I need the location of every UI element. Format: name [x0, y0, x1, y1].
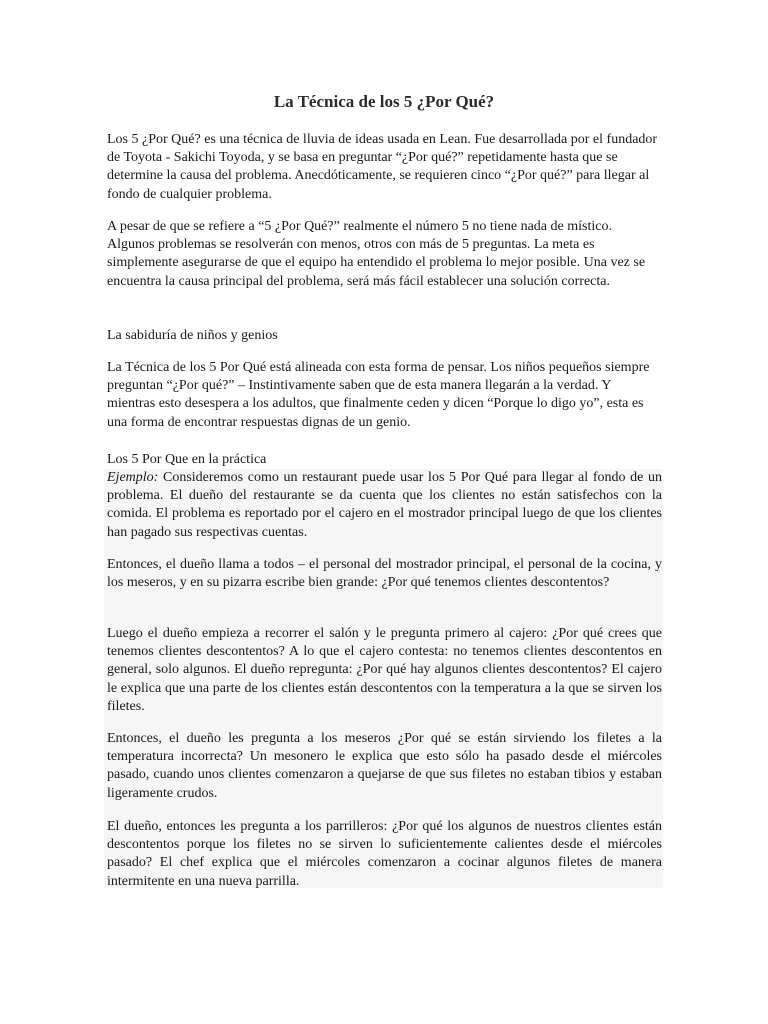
paragraph-waiters: Entonces, el dueño les pregunta a los meseros ¿Por qué se están sirviendo los filetes a la temperatura incorrecta? Un mesonero le explica que esto sólo ha pasado desde el miércoles pasado, cuando unos clientes comenzaron a quejarse de que sus filetes no estaban tibios y estaban ligeramente crudos.: [107, 731, 662, 801]
example-text: Consideremos como un restaurant puede usar los 5 Por Qué para llegar al fondo de un problema. El dueño del restaurante se da cuenta que los clientes no están satisfechos con la comida. El problema es reportado por el cajero en el mostrador principal luego de que los clientes han pagado sus respectivas cuentas.: [107, 470, 662, 540]
example-label: Ejemplo:: [107, 470, 159, 485]
paragraph-intro: Los 5 ¿Por Qué? es una técnica de lluvia de ideas usada en Lean. Fue desarrollada por el fundador de Toyota - Sakichi Toyoda, y se basa en preguntar “¿Por qué?” repetidamente hasta que se determine la causa del problema. Anecdóticamente, se requieren cinco “¿Por qué?” para llegar al fondo de cualquier problema.: [107, 132, 658, 202]
paragraph-example: [107, 469, 662, 542]
paragraph-wisdom: La Técnica de los 5 Por Qué está alineada con esta forma de pensar. Los niños pequeños siempre preguntan “¿Por qué?” – Instintivamente saben que de esta manera llegarán a la verdad. Y mientras esto desespera a los adultos, que finalmente ceden y dicen “Porque lo digo yo”, esta es una forma de encontrar respuestas dignas de un genio.: [107, 360, 650, 430]
paragraph-grill: El dueño, entonces les pregunta a los parrilleros: ¿Por qué los algunos de nuestros clientes están descontentos porque los filetes no se sirven lo suficientemente calientes desde el miércoles pasado? El chef explica que el miércoles comenzaron a cocinar algunos filetes de manera intermitente en una nueva parrilla.: [107, 819, 662, 889]
document-title: La Técnica de los 5 ¿Por Qué?: [273, 92, 495, 111]
paragraph-five-whys-meaning: A pesar de que se refiere a “5 ¿Por Qué?” realmente el número 5 no tiene nada de místico. Algunos problemas se resolverán con menos, otros con más de 5 preguntas. La meta es simplemente asegurarse de que el equipo ha entendido el problema lo mejor posible. Una vez se encuentra la causa principal del problema, será más fácil establecer una solución correcta.: [107, 219, 646, 289]
paragraph-cashier: Luego el dueño empieza a recorrer el salón y le pregunta primero al cajero: ¿Por qué crees que tenemos clientes descontentos? A lo que el cajero contesta: no tenemos clientes descontentos en general, solo algunos. El dueño repregunta: ¿Por qué hay algunos clientes descontentos? El cajero le explica que una parte de los clientes están descontentos con la temperatura a la que se sirven los filetes.: [107, 626, 662, 714]
paragraph-owner-calls: Entonces, el dueño llama a todos – el personal del mostrador principal, el personal de la cocina, y los meseros, y en su pizarra escribe bien grande: ¿Por qué tenemos clientes descontentos?: [107, 557, 662, 591]
section-heading-practice: Los 5 Por Que en la práctica: [107, 452, 267, 467]
section-heading-wisdom: La sabiduría de niños y genios: [107, 328, 278, 343]
